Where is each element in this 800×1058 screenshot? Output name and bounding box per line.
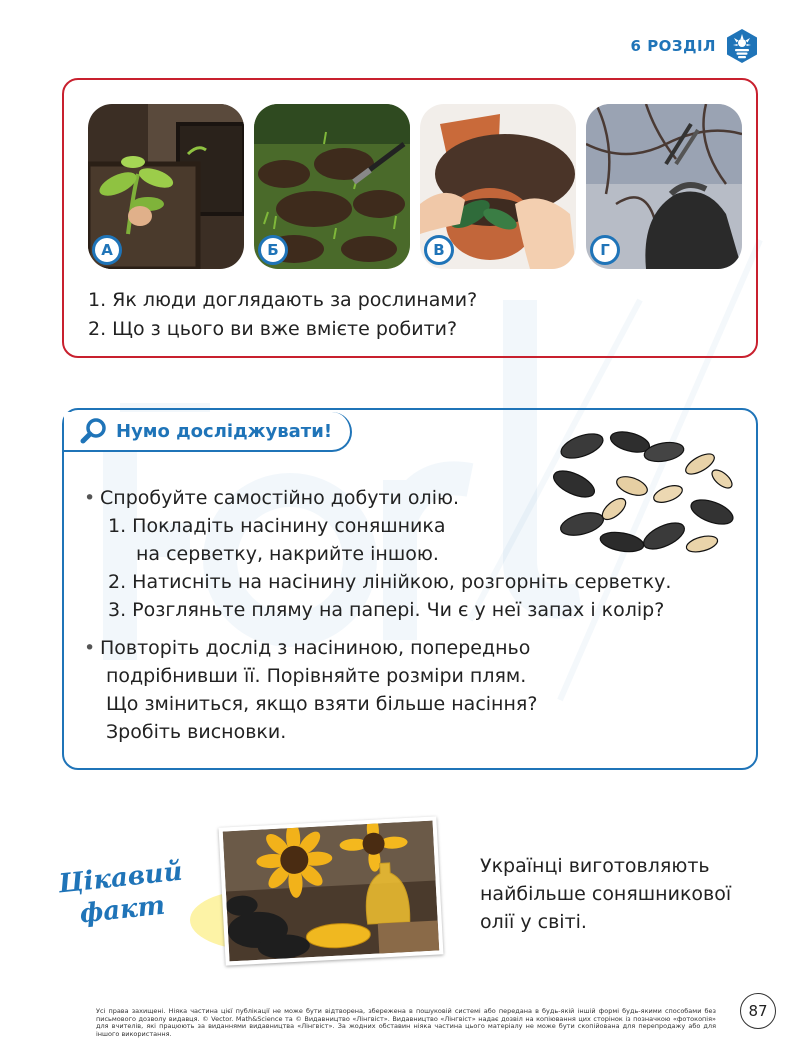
section-tag [631,28,760,64]
fact-text-line-1: Українці виготовляють [480,855,710,877]
research-title [64,412,352,452]
research-box [62,408,758,770]
fact-text-line-3: олії у світі. [480,911,587,933]
fact-label [57,856,187,933]
photo-letter-d: Г [590,235,620,265]
photo-letter-a: А [92,235,122,265]
plant-care-box [62,78,758,358]
step-3: 3. Розгляньте пляму на папері. Чи є у неї запах і колір? [108,599,665,621]
sunflower-oil-image [223,821,440,962]
section-label: 6 РОЗДІЛ [630,37,716,55]
bullet-1-text: Спробуйте самостійно добути олію. [100,487,460,509]
bullet-1 [84,484,459,512]
question-2: 2. Що з цього ви вже вмієте робити? [88,318,458,340]
sunflower-seeds-illustration [552,424,742,559]
photo-letter-c: В [424,235,454,265]
bullet-2-line-2: подрібнивши її. Порівняйте розміри плям. [106,665,527,687]
photo-b [254,104,410,269]
photo-row [88,104,742,269]
bullet-dot: • [84,637,96,659]
question-1: 1. Як люди доглядають за рослинами? [88,289,478,311]
magnifier-icon [80,417,108,445]
step-2: 2. Натисніть на насінину лінійкою, розгорніть серветку. [108,571,672,593]
photo-letter-b: Б [258,235,288,265]
photo-a [88,104,244,269]
questions [88,286,477,344]
bullet-2-line-3: Що зміниться, якщо взяти більше насіння? [106,693,538,715]
step-1-line-2: на серветку, накрийте іншою. [136,543,439,565]
photo-c [420,104,576,269]
sunflower-oil-photo [219,816,444,965]
bullet-2-line-1: Повторіть дослід з насіниною, попередньо [100,637,531,659]
fact-label-line-1: Цікавий [57,856,184,900]
photo-d [586,104,742,269]
research-title-text: Нумо досліджувати! [116,420,333,442]
fact-label-line-2: факт [78,890,167,930]
fact-text-line-2: найбільше соняшникової [480,883,732,905]
page-number: 87 [740,993,776,1029]
step-1-line-1: 1. Покладіть насінину соняшника [108,515,446,537]
bullet-2-line-4: Зробіть висновки. [106,721,287,743]
copyright-notice: Усі права захищені. Ніяка частина цієї публікації не може бути відтворена, збережена в пошуковій системі або передана в будь-якій іншій формі будь-якими способами без письмового дозволу видавця. © Vector. Math&Science та © Видавництво «Лінгвіст». Видавництво «Лінгвіст» надає дозвіл на копіювання цих сторінок із позначкою «фотокопія» для вчителів, які працюють за виданнями видавництва «Лінгвіст». За жодних обставин ніяка частина цього матеріалу не може бути скопійована для перепродажу або для іншого використання. [96,1007,716,1038]
bullet-2 [84,634,530,662]
bullet-dot: • [84,487,96,509]
fact-text [480,852,731,936]
sunflower-hex-icon [724,28,760,64]
